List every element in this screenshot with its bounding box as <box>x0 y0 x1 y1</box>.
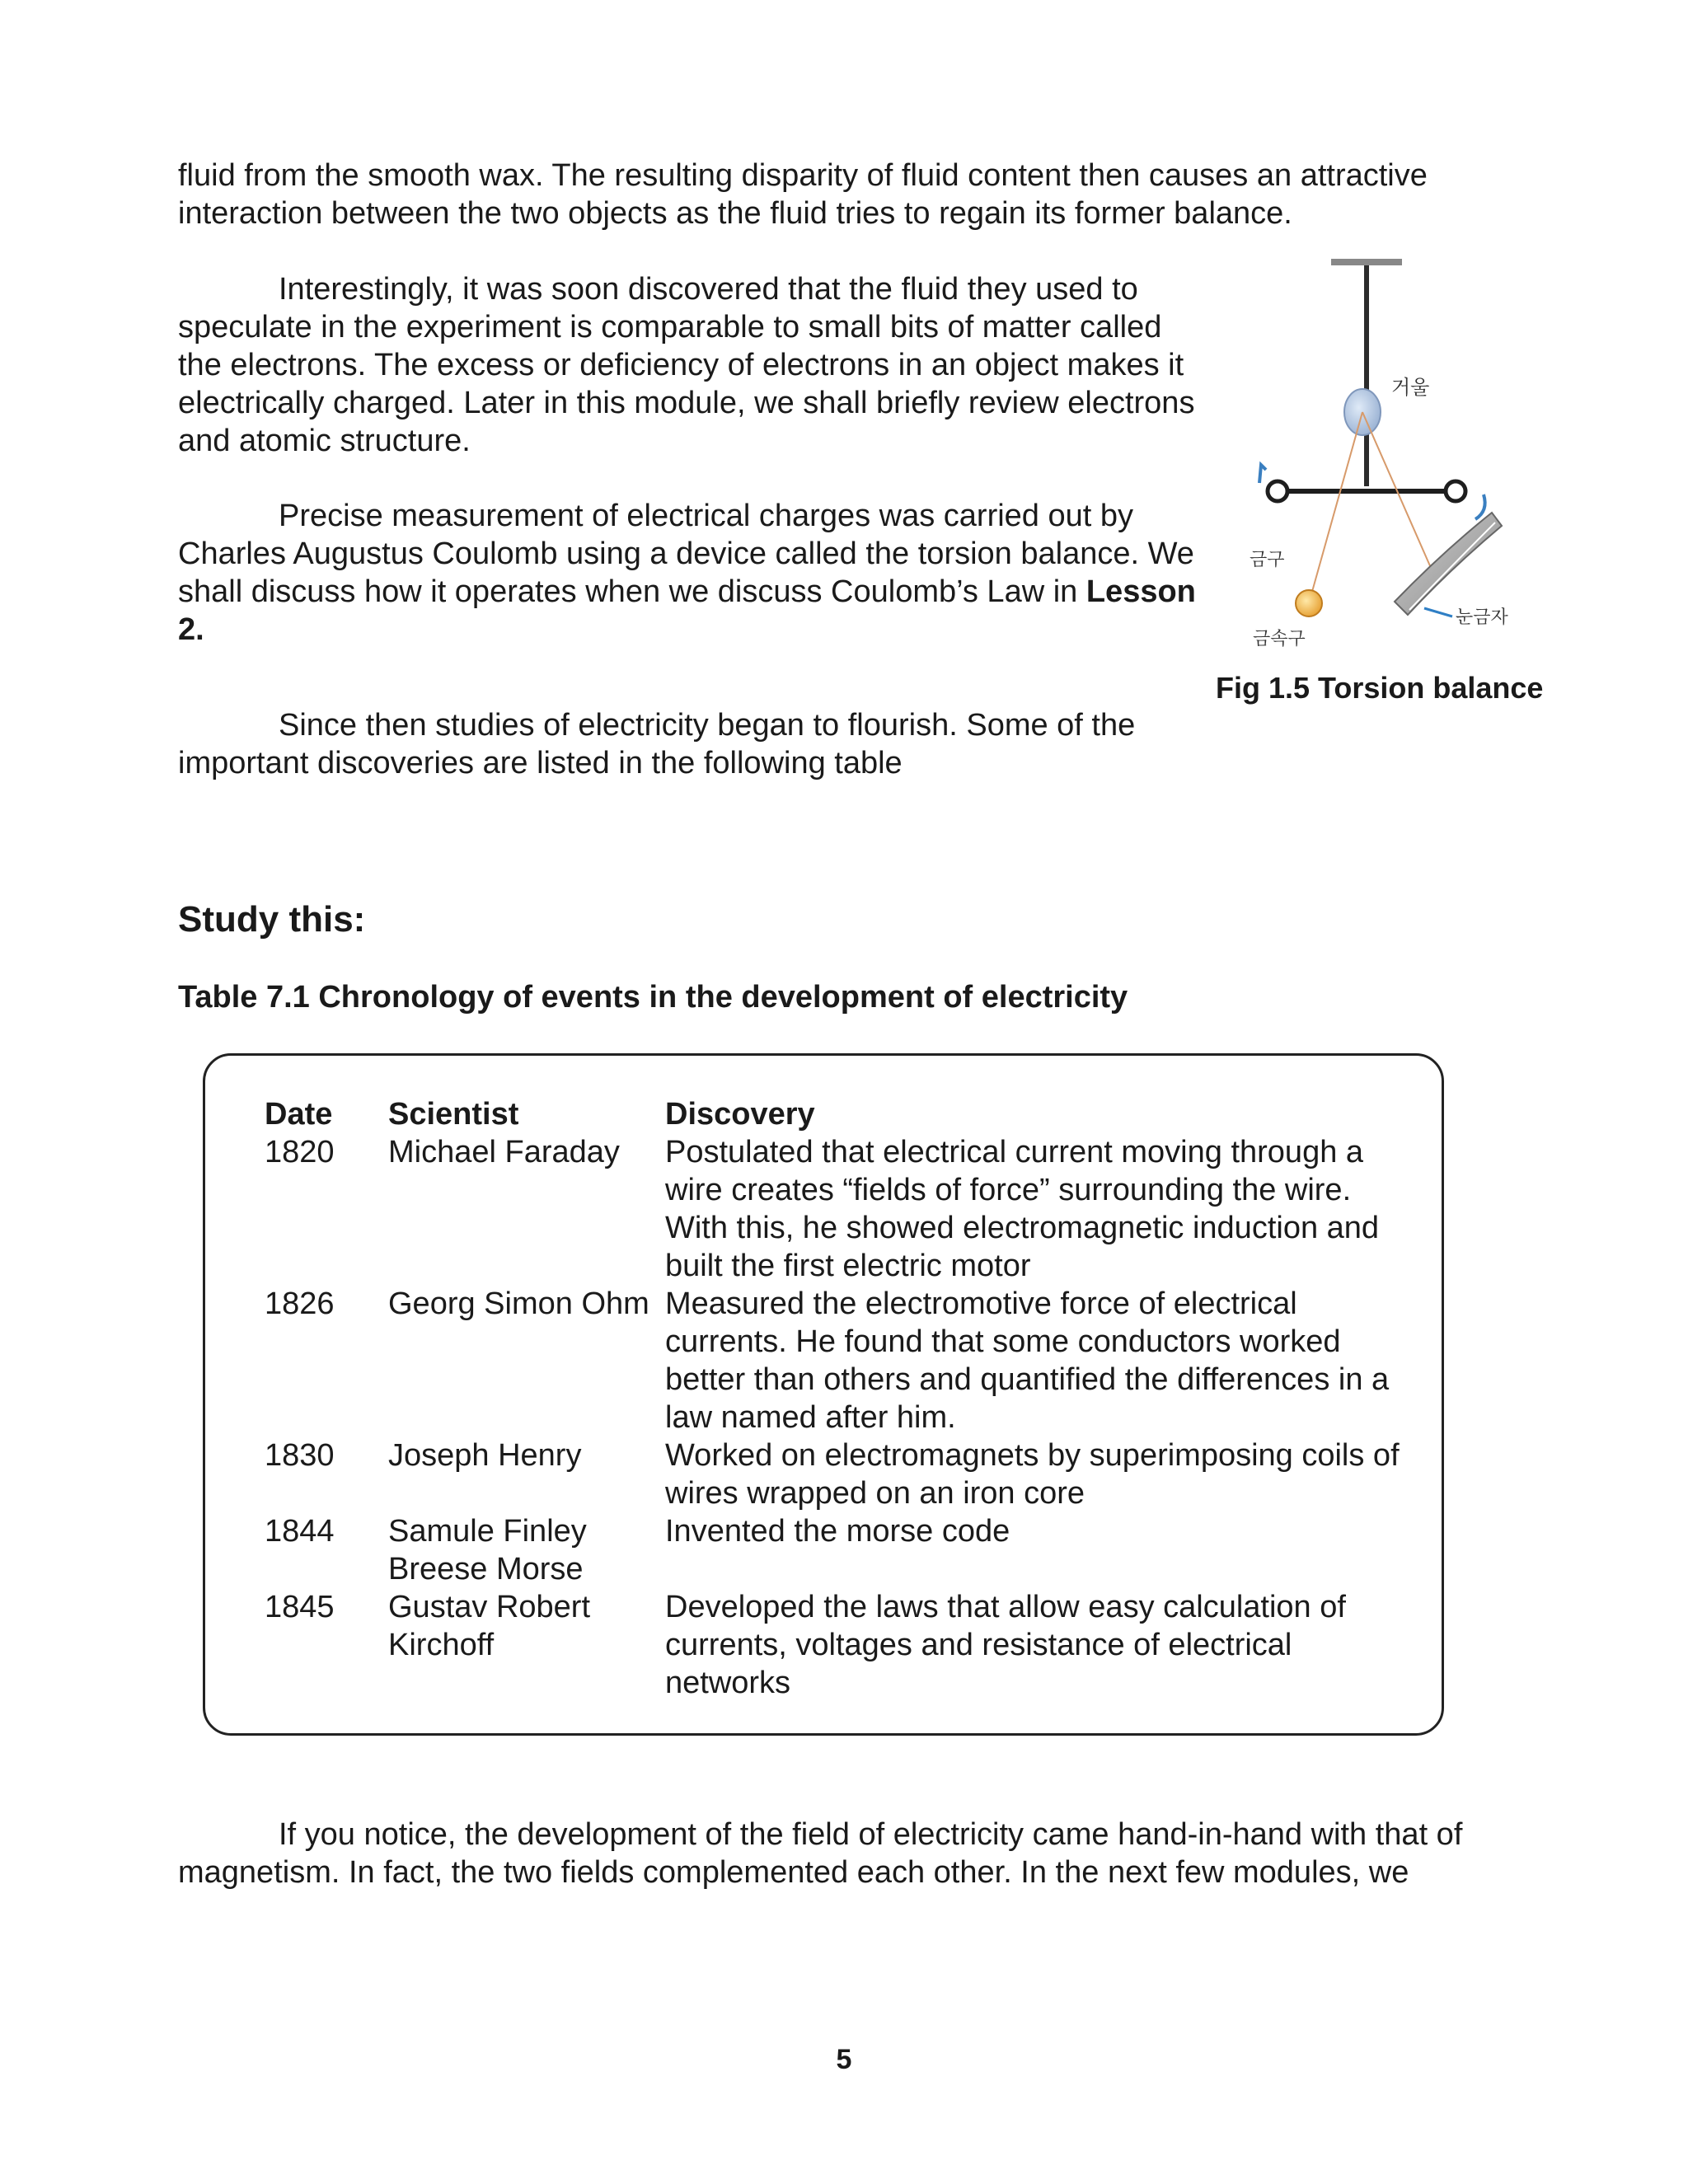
label-scale: 눈금자 <box>1456 607 1508 628</box>
label-ball: 금구 <box>1250 550 1285 570</box>
row-scientist: Michael Faraday <box>388 1135 620 1169</box>
row-discovery: Developed the laws that allow easy calculation of currents, voltages and resistance of electrical networks <box>665 1590 1346 1700</box>
row-scientist: Georg Simon Ohm <box>388 1286 649 1321</box>
row-discovery: Worked on electromagnets by superimposing coils of wires wrapped on an iron core <box>665 1438 1400 1511</box>
row-discovery: Postulated that electrical current moving through a wire creates “fields of force” surrounding the wire. With this, he showed electromagnetic induction and built the first electric motor <box>665 1135 1380 1283</box>
lesson-reference: Lesson 2. <box>178 574 1196 647</box>
row-discovery: Invented the morse code <box>665 1514 1010 1549</box>
paragraph-coulomb <box>178 497 1197 649</box>
header-discovery: Discovery <box>665 1097 815 1132</box>
row-date: 1830 <box>265 1438 335 1473</box>
page-number: 5 <box>836 2044 852 2075</box>
row-date: 1844 <box>265 1514 335 1549</box>
figure-caption: Fig 1.5 Torsion balance <box>1216 671 1544 705</box>
row-date: 1826 <box>265 1286 335 1321</box>
torsion-balance-figure <box>1212 247 1558 659</box>
row-discovery: Measured the electromotive force of electrical currents. He found that some conductors worked better than others and quantified the differences in a law named after him. <box>665 1286 1390 1435</box>
section-heading: Study this: <box>178 899 366 940</box>
header-date: Date <box>265 1097 333 1132</box>
torsion-balance-illustration <box>1212 247 1558 659</box>
row-date: 1845 <box>265 1590 335 1624</box>
header-scientist: Scientist <box>388 1097 519 1132</box>
label-charge: 금속구 <box>1253 629 1306 649</box>
chronology-table <box>203 1053 1444 1736</box>
paragraph-coulomb-text: Precise measurement of electrical charges was carried out by Charles Augustus Coulomb using a device called the torsion balance. We shall discuss how it operates when we discuss Coulomb’s Law in <box>178 499 1194 609</box>
paragraph-closing: If you notice, the development of the field of electricity came hand-in-hand with that of magnetism. In fact, the two fields complemented each other. In the next few modules, we <box>178 1817 1463 1890</box>
row-scientist: Gustav Robert Kirchoff <box>388 1590 590 1662</box>
paragraph-intro-1: fluid from the smooth wax. The resulting disparity of fluid content then causes an attractive interaction between the two objects as the fluid tries to regain its former balance. <box>178 158 1428 231</box>
paragraph-flourish: Since then studies of electricity began to flourish. Some of the important discoveries are listed in the following table <box>178 708 1136 780</box>
row-scientist: Joseph Henry <box>388 1438 582 1473</box>
paragraph-electrons: Interestingly, it was soon discovered that the fluid they used to speculate in the experiment is comparable to small bits of matter called the electrons. The excess or deficiency of electrons in an object makes it electrically charged. Later in this module, we shall briefly review electrons and atomic structure. <box>178 272 1195 458</box>
table-title: Table 7.1 Chronology of events in the development of electricity <box>178 980 1128 1015</box>
label-mirror: 거울 <box>1391 376 1430 399</box>
row-scientist: Samule Finley Breese Morse <box>388 1514 587 1586</box>
row-date: 1820 <box>265 1135 335 1169</box>
